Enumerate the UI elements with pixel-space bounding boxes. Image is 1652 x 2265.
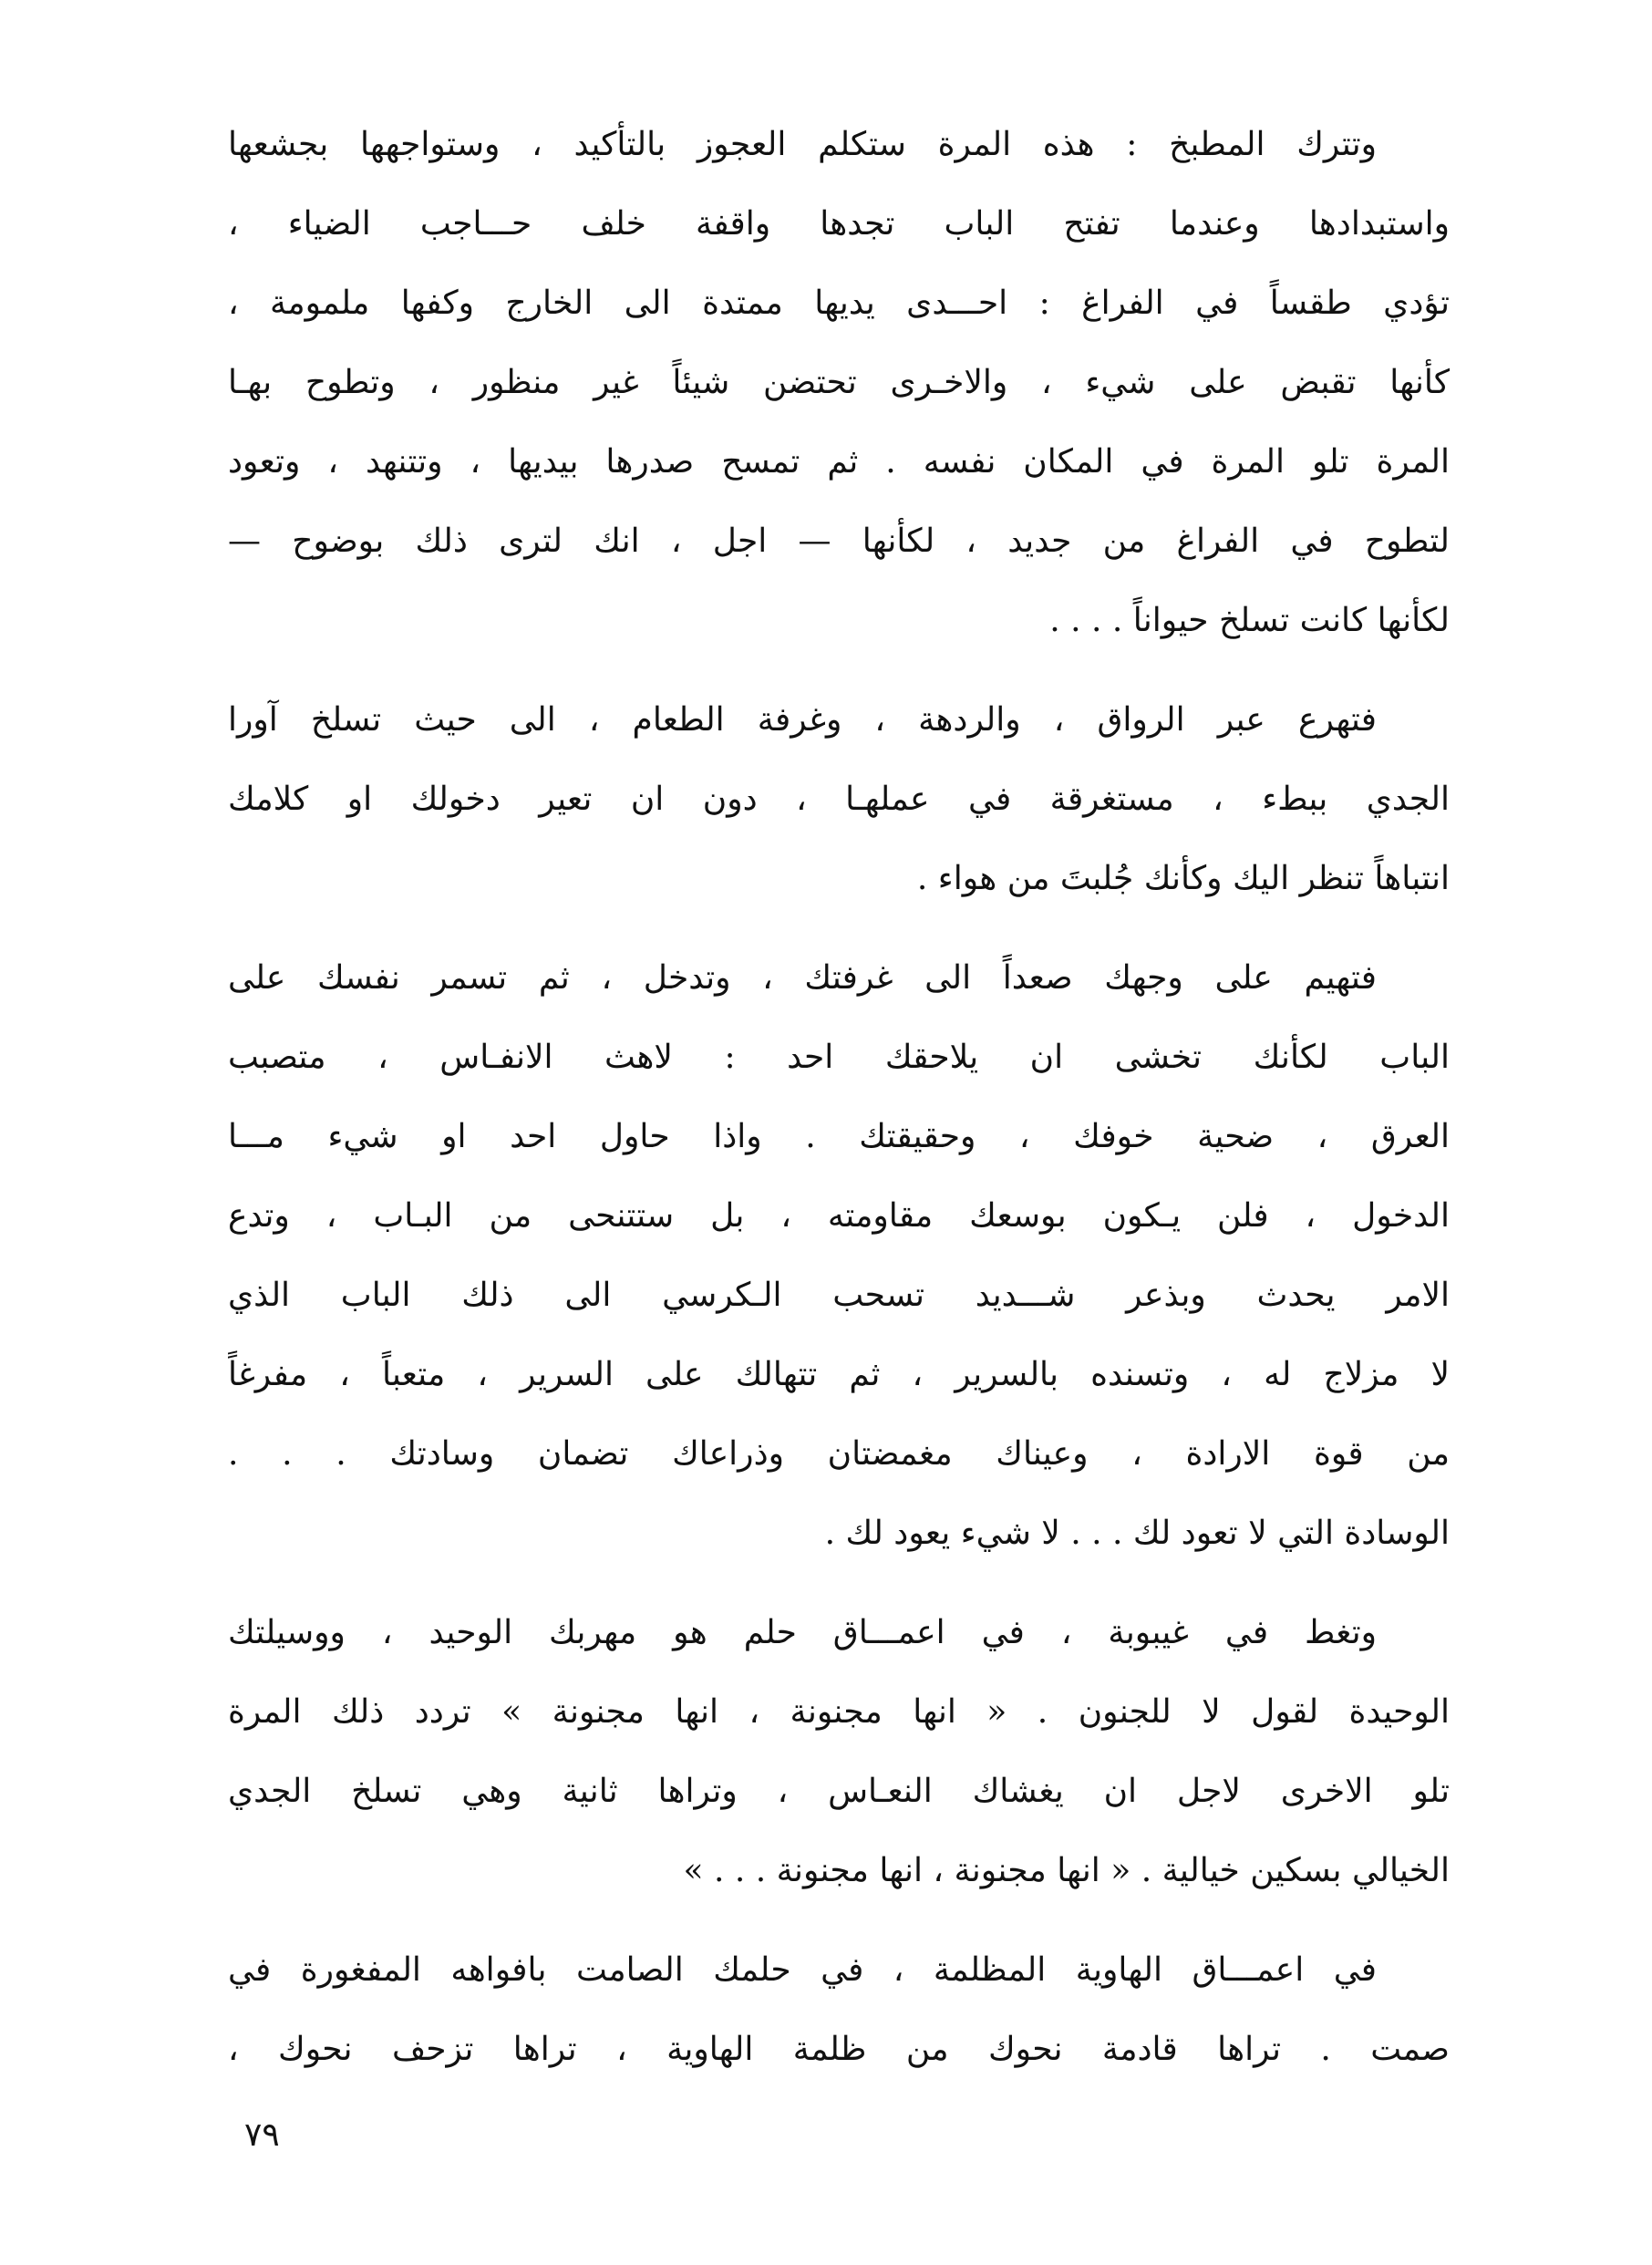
text-line: تؤدي طقساً في الفراغ : احـــدى يديها ممتدة الى الخارج وكفها ملمومة ، bbox=[228, 284, 1450, 322]
text-line: الدخول ، فلن يـكون بوسعك مقاومته ، بل ستتنحى من البـاب ، وتدع bbox=[228, 1197, 1450, 1235]
text-line: واستبدادها وعندما تفتح الباب تجدها واقفة خلف حـــاجب الضياء ، bbox=[228, 205, 1450, 243]
text-line: العرق ، ضحية خوفك ، وحقيقتك . واذا حاول احد او شيء مـــا bbox=[228, 1118, 1450, 1155]
text-line: في اعمـــاق الهاوية المظلمة ، في حلمك الصامت بافواهه المفغورة في bbox=[228, 1951, 1377, 1989]
text-line: الخيالي بسكين خيالية . « انها مجنونة ، انها مجنونة . . . » bbox=[683, 1852, 1450, 1889]
text-line: الباب لكأنك تخشى ان يلاحقك احد : لاهث الانفـاس ، متصبب bbox=[228, 1039, 1450, 1076]
text-line: كأنها تقبض على شيء ، والاخـرى تحتضن شيئاً غير منظور ، وتطوح بهـا bbox=[228, 364, 1450, 401]
text-line: صمت . تراها قادمة نحوك من ظلمة الهاوية ، تراها تزحف نحوك ، bbox=[228, 2031, 1450, 2068]
paragraph bbox=[228, 105, 1450, 660]
text-line: فتهيم على وجهك صعداً الى غرفتك ، وتدخل ، ثم تسمر نفسك على bbox=[228, 959, 1377, 997]
text-line: الامر يحدث وبذعر شـــديد تسحب الـكرسي الى ذلك الباب الذي bbox=[228, 1277, 1450, 1314]
text-line: فتهرع عبر الرواق ، والردهة ، وغرفة الطعام ، الى حيث تسلخ آورا bbox=[228, 701, 1377, 739]
paragraph bbox=[228, 938, 1450, 1573]
paragraph bbox=[228, 680, 1450, 918]
body-text bbox=[228, 105, 1450, 2109]
paragraph bbox=[228, 1593, 1450, 1910]
text-line: وتغط في غيبوبة ، في اعمـــاق حلم هو مهربك الوحيد ، ووسيلتك bbox=[228, 1614, 1377, 1651]
text-line: وتترك المطبخ : هذه المرة ستكلم العجوز بالتأكيد ، وستواجهها بجشعها bbox=[228, 126, 1378, 163]
page-number: ٧٩ bbox=[244, 2116, 280, 2154]
text-line: المرة تلو المرة في المكان نفسه . ثم تمسح صدرها بيديها ، وتتنهد ، وتعود bbox=[228, 443, 1450, 481]
text-line: لتطوح في الفراغ من جديد ، لكأنها — اجل ، انك لترى ذلك بوضوح — bbox=[228, 522, 1450, 560]
text-line: الجدي ببطء ، مستغرقة في عملهـا ، دون ان تعير دخولك او كلامك bbox=[228, 781, 1450, 818]
text-line: تلو الاخرى لاجل ان يغشاك النعـاس ، وتراها ثانية وهي تسلخ الجدي bbox=[228, 1773, 1450, 1810]
text-line: من قوة الارادة ، وعيناك مغمضتان وذراعاك تضمان وسادتك . . . bbox=[228, 1435, 1450, 1473]
text-line: الوحيدة لقول لا للجنون . « انها مجنونة ، انها مجنونة » تردد ذلك المرة bbox=[228, 1693, 1450, 1731]
text-line: لكأنها كانت تسلخ حيواناً . . . . bbox=[1049, 602, 1450, 639]
text-line: انتباهاً تنظر اليك وكأنك جُلبتَ من هواء . bbox=[916, 860, 1450, 897]
text-line: الوسادة التي لا تعود لك . . . لا شيء يعود لك . bbox=[824, 1515, 1450, 1552]
paragraph bbox=[228, 1930, 1450, 2089]
text-line: لا مزلاج له ، وتسنده بالسرير ، ثم تتهالك على السرير ، متعباً ، مفرغاً bbox=[228, 1356, 1450, 1393]
